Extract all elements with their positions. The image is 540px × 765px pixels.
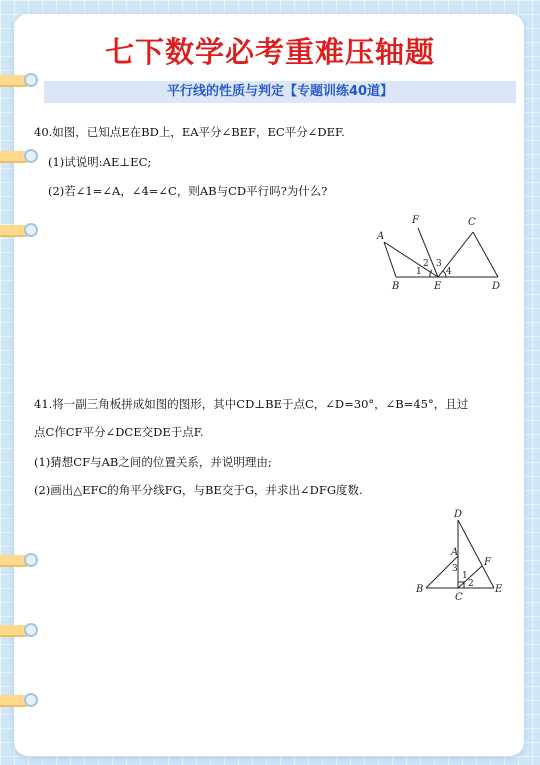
problem-41-statement: 41.将一副三角板拼成如图的图形，其中CD⊥BE于点C，∠D=30°，∠B=45°，且过 [34,397,469,411]
binder-ring [0,148,40,166]
fig40-label-f: F [412,215,419,226]
binder-ring [0,692,40,710]
fig41-angle-3: 3 [452,564,458,574]
page-title: 七下数学必考重难压轴题 [104,35,435,69]
problem-40-figure [370,210,510,300]
binder-ring [0,552,40,570]
fig41-angle-1: 1 [462,571,468,581]
binder-ring [0,72,40,90]
problem-40-part-1: (1)试说明:AE⊥EC; [48,155,152,169]
fig40-label-b: B [392,281,400,292]
fig41-label-e: E [495,584,503,595]
fig41-label-c: C [455,592,463,603]
problem-41-part-1: (1)猜想CF与AB之间的位置关系，并说明理由; [34,455,272,469]
problem-41-statement-cont: 点C作CF平分∠DCE交DE于点F. [34,425,204,439]
fig40-label-c: C [468,217,476,228]
fig41-label-a: A [451,547,459,558]
problem-41-part-2: (2)画出△EFC的角平分线FG，与BE交于G，并求出∠DFG度数. [34,483,363,497]
fig40-angle-2: 2 [423,259,429,269]
problem-41-figure [410,508,510,603]
fig40-label-a: A [377,231,385,242]
fig41-label-f: F [484,557,491,568]
binder-ring [0,622,40,640]
fig41-angle-2: 2 [468,579,474,589]
fig40-label-d: D [492,281,501,292]
fig41-label-d: D [454,509,463,520]
fig40-label-e: E [434,281,442,292]
binder-ring [0,222,40,240]
fig40-angle-1: 1 [416,267,422,277]
problem-40-statement: 40.如图，已知点E在BD上，EA平分∠BEF，EC平分∠DEF. [34,125,345,139]
page-subtitle: 平行线的性质与判定【专题训练40道】 [44,81,516,103]
fig41-label-b: B [416,584,424,595]
fig40-angle-4: 4 [446,267,452,277]
problem-40-part-2: (2)若∠1=∠A，∠4=∠C，则AB与CD平行吗?为什么? [48,184,328,198]
fig40-angle-3: 3 [436,259,442,269]
